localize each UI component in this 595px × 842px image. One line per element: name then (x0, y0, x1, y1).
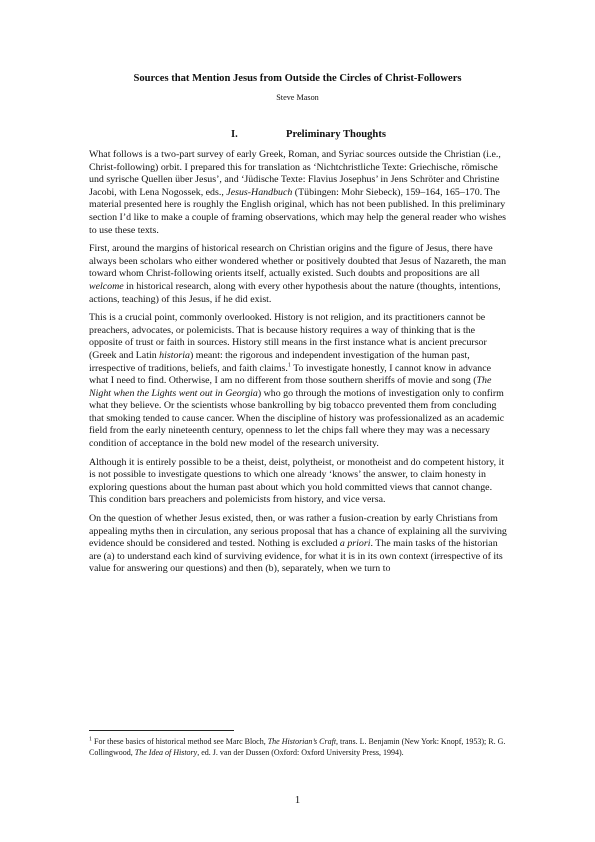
text-run: (Tübingen: Mohr Siebeck), 159–164, 165–170. The material presented here is roughly the English original, which has not been published. In this preliminary section I’d like to make a couple of framing observations, which may help the general reader who wishes to use these texts. (89, 186, 507, 236)
section-title: Preliminary Thoughts (286, 129, 386, 140)
text-run: To investigate honestly, I cannot know in advance what I need to find. Otherwise, I am no different from those southern sheriffs of movie and song ( (89, 362, 492, 387)
italic-title: The Night when the Lights went out in Georgia (89, 375, 492, 399)
section-number: I. (231, 129, 238, 140)
footnote-reference[interactable]: 1 (287, 362, 291, 369)
paragraph-5 (89, 513, 508, 576)
text-run: First, around the margins of historical research on Christian origins and the figure of Jesus, there have always been scholars who either wondered whether or positively doubted that Jesus of Nazareth, the man toward whom Christ-following orients itself, actually existed. Such doubts and propositions are all (89, 243, 507, 280)
paragraph-3 (89, 312, 508, 451)
text-run: , ed. J. van der Dussen (Oxford: Oxford University Press, 1994). (197, 748, 404, 758)
paragraph-4: Although it is entirely possible to be a theist, deist, polytheist, or monotheist and do competent history, it is not possible to investigate questions to which one already ‘knows’ the answer, to claim honesty in exploring questions about the human past about which you hold committed views that cannot change. This condition bars preachers and polemicists from history, and vice versa. (89, 456, 505, 506)
body-text (89, 149, 508, 582)
footnote-separator (89, 730, 234, 731)
italic-title: The Idea of History (134, 748, 198, 758)
text-run: in historical research, along with every other hypothesis about the nature (thoughts, intentions, actions, teaching) of this Jesus, if he did exist. (89, 280, 501, 305)
footnote-mark: 1 (89, 736, 92, 743)
paragraph-2 (89, 243, 508, 306)
text-run: This is a crucial point, commonly overlooked. History is not religion, and its practitioners cannot be preachers, advocates, or polemicists. That is because history requires a way of thinking that is the opposite of trust or faith in sources. History still means in the first instance what is ancient precursor (Greek and Latin (89, 312, 487, 361)
text-run: What follows is a two-part survey of early Greek, Roman, and Syriac sources outside the Christian (i.e., Christ-following) orbit. I prepared this for translation as ‘Nichtchristliche Texte: Griechische, römische und syrische Quellen über Jesus’, and ‘Jüdische Texte: Flavius Josephus’ in Jens Schröter and Christine Jacobi, with Lena Nogossek, eds., (89, 149, 501, 198)
italic-term: a priori (339, 538, 371, 550)
footnote-1 (89, 736, 509, 759)
text-run: On the question of whether Jesus existed, then, or was rather a fusion-creation by early Christians from appealing myths then in circulation, any serious proposal that has a chance of explaining all the surviving evidence should be considered and tested. Nothing is excluded (89, 513, 507, 550)
text-run: ) meant: the rigorous and independent investigation of the human past, irrespective of traditions, beliefs, and faith claims. (89, 349, 470, 374)
italic-title: Jesus-Handbuch (226, 186, 293, 198)
author-name: Steve Mason (276, 93, 319, 102)
italic-title: The Historian’s Craft (267, 737, 337, 746)
page-number: 1 (294, 795, 301, 806)
text-run: , trans. L. Benjamin (New York: Knopf, 1953); R. G. Collingwood, (89, 737, 506, 758)
italic-emphasis: welcome (89, 280, 124, 292)
paragraph-1 (89, 149, 508, 237)
text-run: . The main tasks of the historian are (a) to understand each kind of surviving evidence, for what it is in its own context (irrespective of its value for answering our questions) and then (b), separately, when we turn to (89, 538, 503, 575)
text-run: ) who go through the motions of investigation only to confirm what they believe. Or the scientists whose bankrolling by big tobacco prevented them from concluding that smoking tended to cause cancer. When the discipline of history was professionalized as an academic field from the early nineteenth century, openness to let the chips fall where they may was a necessary condition of acceptance in the bold new model of the research university. (89, 387, 505, 450)
text-run: For these basics of historical method see Marc Bloch, (92, 737, 268, 746)
italic-term: historia (159, 349, 190, 361)
document-title: Sources that Mention Jesus from Outside the Circles of Christ-Followers (133, 73, 462, 84)
